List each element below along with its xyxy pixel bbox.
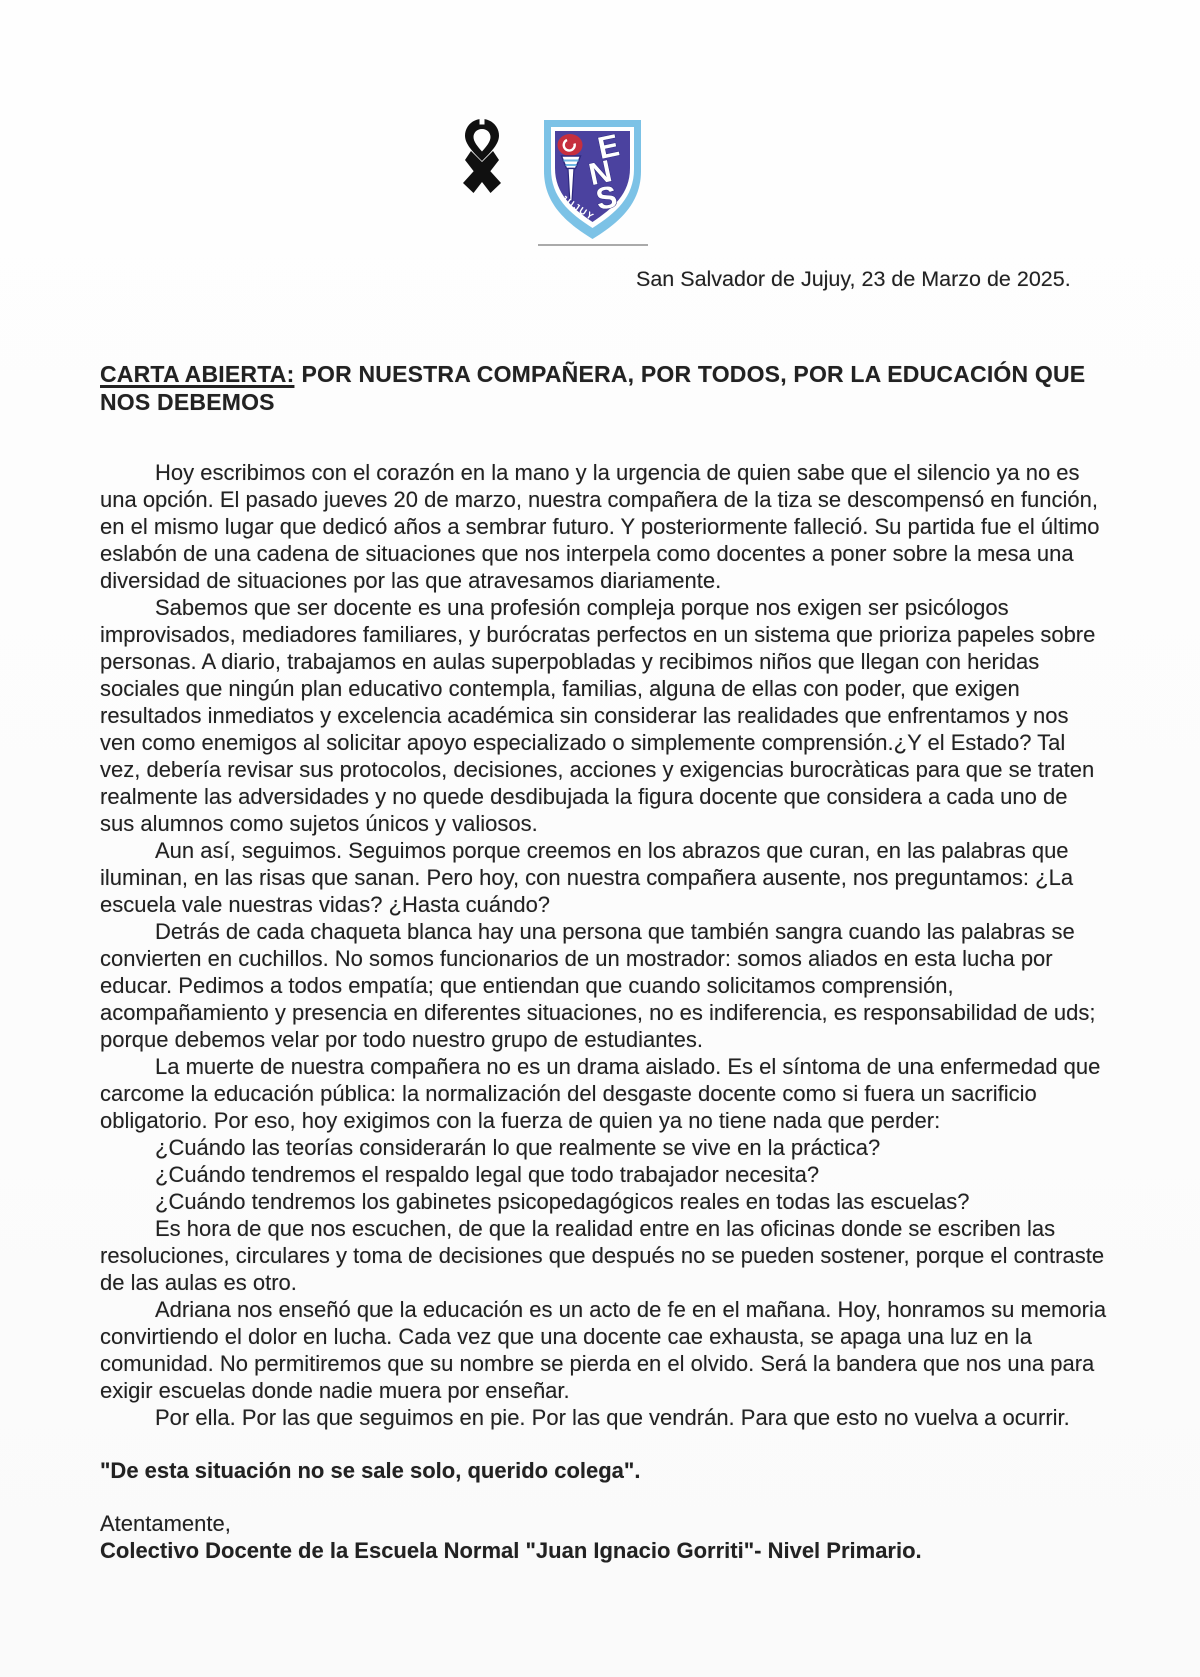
closing-quote: "De esta situación no se sale solo, querido colega". — [100, 1458, 641, 1483]
torch-flame — [558, 134, 583, 156]
question-line: ¿Cuándo tendremos el respaldo legal que todo trabajador necesita? — [155, 1162, 820, 1187]
signature-line: Colectivo Docente de la Escuela Normal "Juan Ignacio Gorriti"- Nivel Primario. — [100, 1538, 922, 1563]
letter-paragraph: Sabemos que ser docente es una profesión compleja porque nos exigen ser psicólogos improvisados, mediadores familiares, y burócratas perfectos en un sistema que prioriza papeles sobre personas. A diario, trabajamos en aulas superpobladas y recibimos niños que llegan con heridas sociales que ningún plan educativo contempla, familias, alguna de ellas con poder, que exigen resultados inmediatos y excelencia académica sin considerar las realidades que enfrentamos y nos ven como enemigos al solicitar apoyo especializado o simplemente comprensión.¿Y el Estado? Tal vez, debería revisar sus protocolos, decisiones, acciones y exigencias burocràticas para que se traten realmente las adversidades y no quede desdibujada la figura docente que considera a cada uno de sus alumnos como sujetos únicos y valiosos. — [100, 595, 1096, 836]
question-line: ¿Cuándo las teorías considerarán lo que realmente se vive en la práctica? — [155, 1135, 881, 1160]
question-line: ¿Cuándo tendremos los gabinetes psicopedagógicos reales en todas las escuelas? — [155, 1189, 970, 1214]
letter-paragraph: Adriana nos enseñó que la educación es un acto de fe en el mañana. Hoy, honramos su memoria convirtiendo el dolor en lucha. Cada vez que una docente cae exhausta, se apaga una luz en la comunidad. No permitiremos que su nombre se pierda en el olvido. Será la bandera que nos una para exigir escuelas donde nadie muera por enseñar. — [100, 1297, 1107, 1403]
letter-title-lead: CARTA ABIERTA: — [100, 361, 295, 387]
letter-body — [100, 360, 1107, 1564]
salutation: Atentamente, — [100, 1511, 231, 1536]
ribbon-fold-notch — [480, 118, 485, 125]
letter-paragraph: Aun así, seguimos. Seguimos porque creemos en los abrazos que curan, en las palabras que iluminan, en las risas que sanan. Pero hoy, con nuestra compañera ausente, nos preguntamos: ¿La escuela vale nuestras vidas? ¿Hasta cuándo? — [100, 838, 1074, 917]
shield-letter-s: S — [593, 178, 620, 217]
letter-title-line1: POR NUESTRA COMPAÑERA, POR TODOS, POR LA EDUCACIÓN QUE — [301, 361, 1086, 387]
letter-paragraph: La muerte de nuestra compañera no es un drama aislado. Es el síntoma de una enfermedad que carcome la educación pública: la normalización del desgaste docente como si fuera un sacrificio obligatorio. Por eso, hoy exigimos con la fuerza de quien ya no tiene nada que perder: — [100, 1054, 1101, 1133]
date-line: San Salvador de Jujuy, 23 de Marzo de 2025. — [636, 267, 1071, 291]
letter-title — [100, 360, 1107, 416]
letter-paragraph: Hoy escribimos con el corazón en la mano y la urgencia de quien sabe que el silencio ya no es una opción. El pasado jueves 20 de marzo, nuestra compañera de la tiza se descompensó en función, en el mismo lugar que dedicó años a sembrar futuro. Y posteriormente falleció. Su partida fue el último eslabón de una cadena de situaciones que nos interpela como docentes a poner sobre la mesa una diversidad de situaciones por las que atravesamos diariamente. — [100, 460, 1100, 593]
letter-paragraph: Es hora de que nos escuchen, de que la realidad entre en las oficinas donde se escriben las resoluciones, circulares y toma de decisiones que después no se pueden sostener, porque el contraste de las aulas es otro. — [100, 1216, 1105, 1295]
shield-letter-e: E — [594, 127, 623, 166]
school-shield-logo — [540, 115, 645, 243]
letter-title-line2: NOS DEBEMOS — [100, 389, 275, 415]
scan-artifact-line — [538, 244, 648, 246]
mourning-ribbon-icon — [456, 117, 508, 195]
letter-paragraph: Detrás de cada chaqueta blanca hay una persona que también sangra cuando las palabras se convierten en cuchillos. No somos funcionarios de un mostrador: somos aliados en esta lucha por educar. Pedimos a todos empatía; que entiendan que cuando solicitamos comprensión, acompañamiento y presencia en diferentes situaciones, no es indiferencia, es responsabilidad de uds; porque debemos velar por todo nuestro grupo de estudiantes. — [100, 919, 1096, 1052]
letter-paragraph: Por ella. Por las que seguimos en pie. Por las que vendrán. Para que esto no vuelva a ocurrir. — [155, 1405, 1070, 1430]
shield-letter-n: N — [585, 153, 615, 193]
shield-location-text: JUJUY — [558, 193, 597, 224]
